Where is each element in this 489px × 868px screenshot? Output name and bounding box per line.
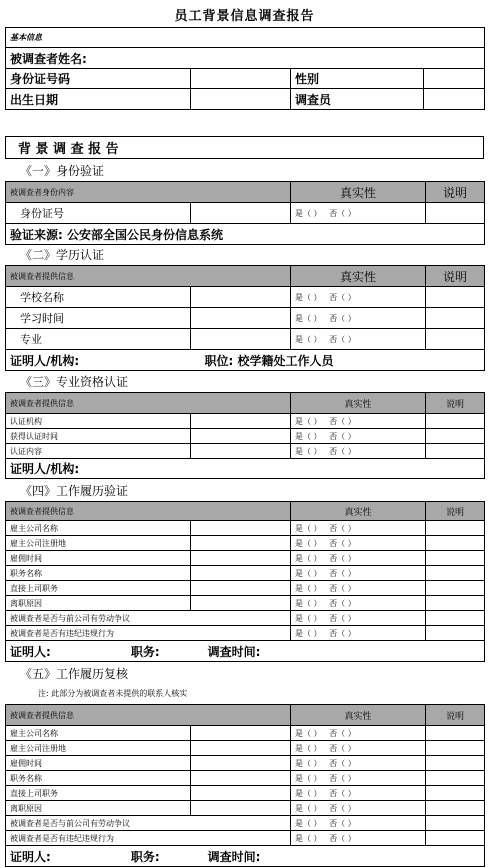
s1-row-value[interactable] bbox=[191, 203, 291, 224]
birth-date-field[interactable] bbox=[191, 89, 291, 110]
s1-row-notes[interactable] bbox=[426, 203, 485, 224]
s5-row-notes[interactable] bbox=[426, 801, 485, 816]
s4-row-value[interactable] bbox=[191, 551, 291, 566]
s5-row-yes-no[interactable]: 是（ ） 否（ ） bbox=[291, 771, 426, 786]
s4-row-notes[interactable] bbox=[426, 566, 485, 581]
s5-row-value[interactable] bbox=[191, 756, 291, 771]
s4-position-label: 职务: bbox=[130, 644, 160, 659]
s5-row-notes[interactable] bbox=[426, 831, 485, 846]
s5-row-label: 离职原因 bbox=[6, 801, 191, 816]
s4-row-label: 雇佣时间 bbox=[6, 551, 191, 566]
s2-col-notes: 说明 bbox=[426, 266, 485, 287]
s3-col-info: 被调查者提供信息 bbox=[6, 393, 291, 414]
s5-col-notes: 说明 bbox=[426, 705, 485, 726]
s1-col-info: 被调查者身份内容 bbox=[6, 182, 291, 203]
s2-row-period-value[interactable] bbox=[191, 308, 291, 329]
s4-footer bbox=[6, 641, 485, 662]
s2-col-authenticity: 真实性 bbox=[291, 266, 426, 287]
s4-row-notes[interactable] bbox=[426, 536, 485, 551]
s5-col-authenticity: 真实性 bbox=[291, 705, 426, 726]
s5-row-yes-no[interactable]: 是（ ） 否（ ） bbox=[291, 831, 426, 846]
s5-row-label: 职务名称 bbox=[6, 771, 191, 786]
s5-row-yes-no[interactable]: 是（ ） 否（ ） bbox=[291, 801, 426, 816]
s2-row-period-notes[interactable] bbox=[426, 308, 485, 329]
s5-row-notes[interactable] bbox=[426, 786, 485, 801]
s5-row-label: 被调查者是否与前公司有劳动争议 bbox=[6, 816, 291, 831]
investigator-label: 调查员 bbox=[291, 89, 424, 110]
gender-label: 性别 bbox=[291, 69, 424, 89]
s4-row-value[interactable] bbox=[191, 581, 291, 596]
s4-row-notes[interactable] bbox=[426, 611, 485, 626]
report-section-header: 背 景 调 查 报 告 bbox=[6, 137, 484, 159]
birth-date-label: 出生日期 bbox=[6, 89, 191, 110]
s2-row-period-yes-no[interactable]: 是（ ） 否（ ） bbox=[291, 308, 426, 329]
id-number-field[interactable] bbox=[191, 69, 291, 89]
investigator-field[interactable] bbox=[424, 89, 485, 110]
s4-row-yes-no[interactable]: 是（ ） 否（ ） bbox=[291, 521, 426, 536]
s5-row-value[interactable] bbox=[191, 786, 291, 801]
s5-row-label: 雇主公司名称 bbox=[6, 726, 191, 741]
s3-row-label: 认证内容 bbox=[6, 444, 191, 459]
s4-row-label: 雇主公司名称 bbox=[6, 521, 191, 536]
s5-row-yes-no[interactable]: 是（ ） 否（ ） bbox=[291, 741, 426, 756]
section-5-table bbox=[5, 704, 485, 867]
section-1-table bbox=[5, 181, 485, 245]
s2-col-info: 被调查者提供信息 bbox=[6, 266, 291, 287]
s4-row-value[interactable] bbox=[191, 536, 291, 551]
s4-row-label: 离职原因 bbox=[6, 596, 191, 611]
s5-row-yes-no[interactable]: 是（ ） 否（ ） bbox=[291, 756, 426, 771]
s4-row-yes-no[interactable]: 是（ ） 否（ ） bbox=[291, 581, 426, 596]
section-2-title: 《二》学历认证 bbox=[20, 248, 105, 262]
s3-row-yes-no[interactable]: 是（ ） 否（ ） bbox=[291, 414, 426, 429]
s4-date-label: 调查时间: bbox=[207, 644, 261, 659]
s3-row-notes[interactable] bbox=[426, 429, 485, 444]
s5-footer bbox=[6, 846, 485, 867]
s3-row-label: 获得认证时间 bbox=[6, 429, 191, 444]
s5-row-yes-no[interactable]: 是（ ） 否（ ） bbox=[291, 786, 426, 801]
s5-row-yes-no[interactable]: 是（ ） 否（ ） bbox=[291, 816, 426, 831]
s4-col-notes: 说明 bbox=[426, 502, 485, 521]
s4-row-yes-no[interactable]: 是（ ） 否（ ） bbox=[291, 626, 426, 641]
s4-col-info: 被调查者提供信息 bbox=[6, 502, 291, 521]
id-number-label: 身份证号码 bbox=[6, 69, 191, 89]
s5-row-value[interactable] bbox=[191, 741, 291, 756]
s1-source: 验证来源: 公安部全国公民身份信息系统 bbox=[6, 224, 485, 245]
s5-row-label: 被调查者是否有违纪违规行为 bbox=[6, 831, 291, 846]
s4-witness-label: 证明人: bbox=[10, 644, 51, 659]
s4-row-value[interactable] bbox=[191, 566, 291, 581]
s4-row-value[interactable] bbox=[191, 596, 291, 611]
report-header-table bbox=[5, 136, 484, 159]
s4-row-notes[interactable] bbox=[426, 581, 485, 596]
s3-row-yes-no[interactable]: 是（ ） 否（ ） bbox=[291, 429, 426, 444]
s4-row-label: 直接上司职务 bbox=[6, 581, 191, 596]
section-5-note: 注: 此部分为被调查者未提供的联系人核实 bbox=[38, 689, 188, 698]
section-4-table bbox=[5, 501, 485, 662]
s5-row-value[interactable] bbox=[191, 771, 291, 786]
s4-row-yes-no[interactable]: 是（ ） 否（ ） bbox=[291, 551, 426, 566]
s3-col-notes: 说明 bbox=[426, 393, 485, 414]
section-2-table bbox=[5, 265, 485, 371]
s5-row-yes-no[interactable]: 是（ ） 否（ ） bbox=[291, 726, 426, 741]
s3-row-label: 认证机构 bbox=[6, 414, 191, 429]
section-3-table bbox=[5, 392, 485, 479]
s5-witness-label: 证明人: bbox=[10, 849, 51, 864]
gender-field[interactable] bbox=[424, 69, 485, 89]
s4-row-notes[interactable] bbox=[426, 626, 485, 641]
section-1-title: 《一》身份验证 bbox=[20, 164, 105, 178]
s2-position-label: 职位: 校学籍处工作人员 bbox=[201, 350, 395, 371]
s5-row-notes[interactable] bbox=[426, 816, 485, 831]
s3-row-value[interactable] bbox=[191, 444, 291, 459]
s2-row-school-label: 学校名称 bbox=[6, 287, 191, 308]
s5-row-notes[interactable] bbox=[426, 771, 485, 786]
s1-row-label: 身份证号 bbox=[6, 203, 191, 224]
report-title: 员工背景信息调查报告 bbox=[174, 9, 315, 24]
s1-row-yes-no[interactable]: 是（ ） 否（ ） bbox=[291, 203, 426, 224]
s4-row-label: 被调查者是否与前公司有劳动争议 bbox=[6, 611, 291, 626]
s5-date-label: 调查时间: bbox=[207, 849, 261, 864]
s4-row-yes-no[interactable]: 是（ ） 否（ ） bbox=[291, 596, 426, 611]
s5-position-label: 职务: bbox=[130, 849, 160, 864]
s5-col-info: 被调查者提供信息 bbox=[6, 705, 291, 726]
s2-row-school-yes-no[interactable]: 是（ ） 否（ ） bbox=[291, 287, 426, 308]
section-5-title: 《五》工作履历复核 bbox=[20, 667, 129, 681]
s3-row-value[interactable] bbox=[191, 429, 291, 444]
s4-row-value[interactable] bbox=[191, 521, 291, 536]
s4-row-yes-no[interactable]: 是（ ） 否（ ） bbox=[291, 611, 426, 626]
s3-row-notes[interactable] bbox=[426, 444, 485, 459]
s3-row-yes-no[interactable]: 是（ ） 否（ ） bbox=[291, 444, 426, 459]
s2-row-school-value[interactable] bbox=[191, 287, 291, 308]
s5-row-label: 直接上司职务 bbox=[6, 786, 191, 801]
s5-row-value[interactable] bbox=[191, 726, 291, 741]
basic-info-header: 基本信息 bbox=[6, 28, 485, 48]
section-3-title: 《三》专业资格认证 bbox=[20, 375, 129, 389]
s4-row-yes-no[interactable]: 是（ ） 否（ ） bbox=[291, 536, 426, 551]
s5-row-notes[interactable] bbox=[426, 726, 485, 741]
section-4-title: 《四》工作履历验证 bbox=[20, 484, 129, 498]
s4-row-notes[interactable] bbox=[426, 521, 485, 536]
s4-col-authenticity: 真实性 bbox=[291, 502, 426, 521]
s2-row-period-label: 学习时间 bbox=[6, 308, 191, 329]
subject-name-label: 被调查者姓名: bbox=[6, 48, 485, 69]
s2-row-school-notes[interactable] bbox=[426, 287, 485, 308]
s3-witness-label: 证明人/机构: bbox=[6, 459, 485, 479]
s3-row-notes[interactable] bbox=[426, 414, 485, 429]
s2-row-major-label: 专业 bbox=[6, 329, 191, 350]
s4-row-label: 被调查者是否有违纪违规行为 bbox=[6, 626, 291, 641]
s4-row-notes[interactable] bbox=[426, 596, 485, 611]
s4-row-label: 雇主公司注册地 bbox=[6, 536, 191, 551]
s3-col-authenticity: 真实性 bbox=[291, 393, 426, 414]
s1-col-notes: 说明 bbox=[426, 182, 485, 203]
s5-row-notes[interactable] bbox=[426, 756, 485, 771]
s5-row-label: 雇佣时间 bbox=[6, 756, 191, 771]
s4-row-label: 职务名称 bbox=[6, 566, 191, 581]
s5-row-label: 雇主公司注册地 bbox=[6, 741, 191, 756]
s5-row-notes[interactable] bbox=[426, 741, 485, 756]
basic-info-table bbox=[5, 27, 485, 110]
s1-col-authenticity: 真实性 bbox=[291, 182, 426, 203]
s2-row-major-yes-no[interactable]: 是（ ） 否（ ） bbox=[291, 329, 426, 350]
s4-row-yes-no[interactable]: 是（ ） 否（ ） bbox=[291, 566, 426, 581]
s4-row-notes[interactable] bbox=[426, 551, 485, 566]
s2-witness-label: 证明人/机构: bbox=[6, 350, 291, 371]
s2-row-major-value[interactable] bbox=[191, 329, 291, 350]
s2-row-major-notes[interactable] bbox=[426, 329, 485, 350]
s5-row-value[interactable] bbox=[191, 801, 291, 816]
s3-row-value[interactable] bbox=[191, 414, 291, 429]
